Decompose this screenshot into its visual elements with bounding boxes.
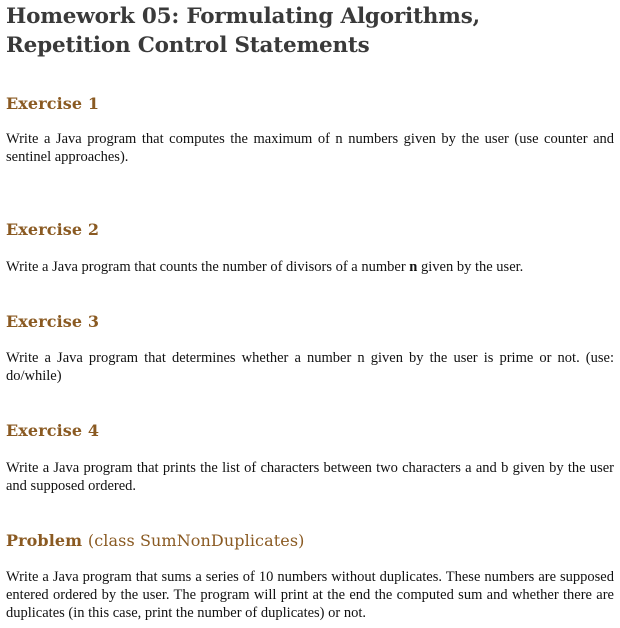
exercise-2-text-bold: n	[409, 259, 418, 275]
exercise-2-text	[6, 258, 614, 276]
exercise-4-text: Write a Java program that prints the list of characters between two characters a and b given by the user and supposed ordered.	[6, 460, 614, 494]
problem-text: Write a Java program that sums a series of 10 numbers without duplicates. These numbers are supposed entered ordered by the user. The program will print at the end the computed sum and whether there are duplicates (in this case, print the number of duplicates) or not.	[6, 569, 614, 621]
exercise-3-text: Write a Java program that determines whether a number n given by the user is prime or not. (use: do/while)	[6, 350, 614, 384]
exercise-1-heading: Exercise 1	[6, 94, 100, 113]
exercise-4-heading: Exercise 4	[6, 421, 100, 440]
problem-heading	[6, 531, 305, 551]
document-title: Homework 05: Formulating Algorithms, Repetition Control Statements	[6, 4, 480, 58]
exercise-2-text-after: given by the user.	[417, 259, 524, 275]
exercise-2-heading: Exercise 2	[6, 220, 100, 239]
exercise-3-heading: Exercise 3	[6, 312, 100, 331]
problem-heading-note: (class SumNonDuplicates)	[87, 531, 305, 550]
exercise-2-text-before: Write a Java program that counts the number of divisors of a number	[6, 259, 410, 275]
exercise-1-text: Write a Java program that computes the maximum of n numbers given by the user (use counter and sentinel approaches).	[6, 131, 614, 165]
problem-heading-label: Problem	[6, 531, 83, 550]
